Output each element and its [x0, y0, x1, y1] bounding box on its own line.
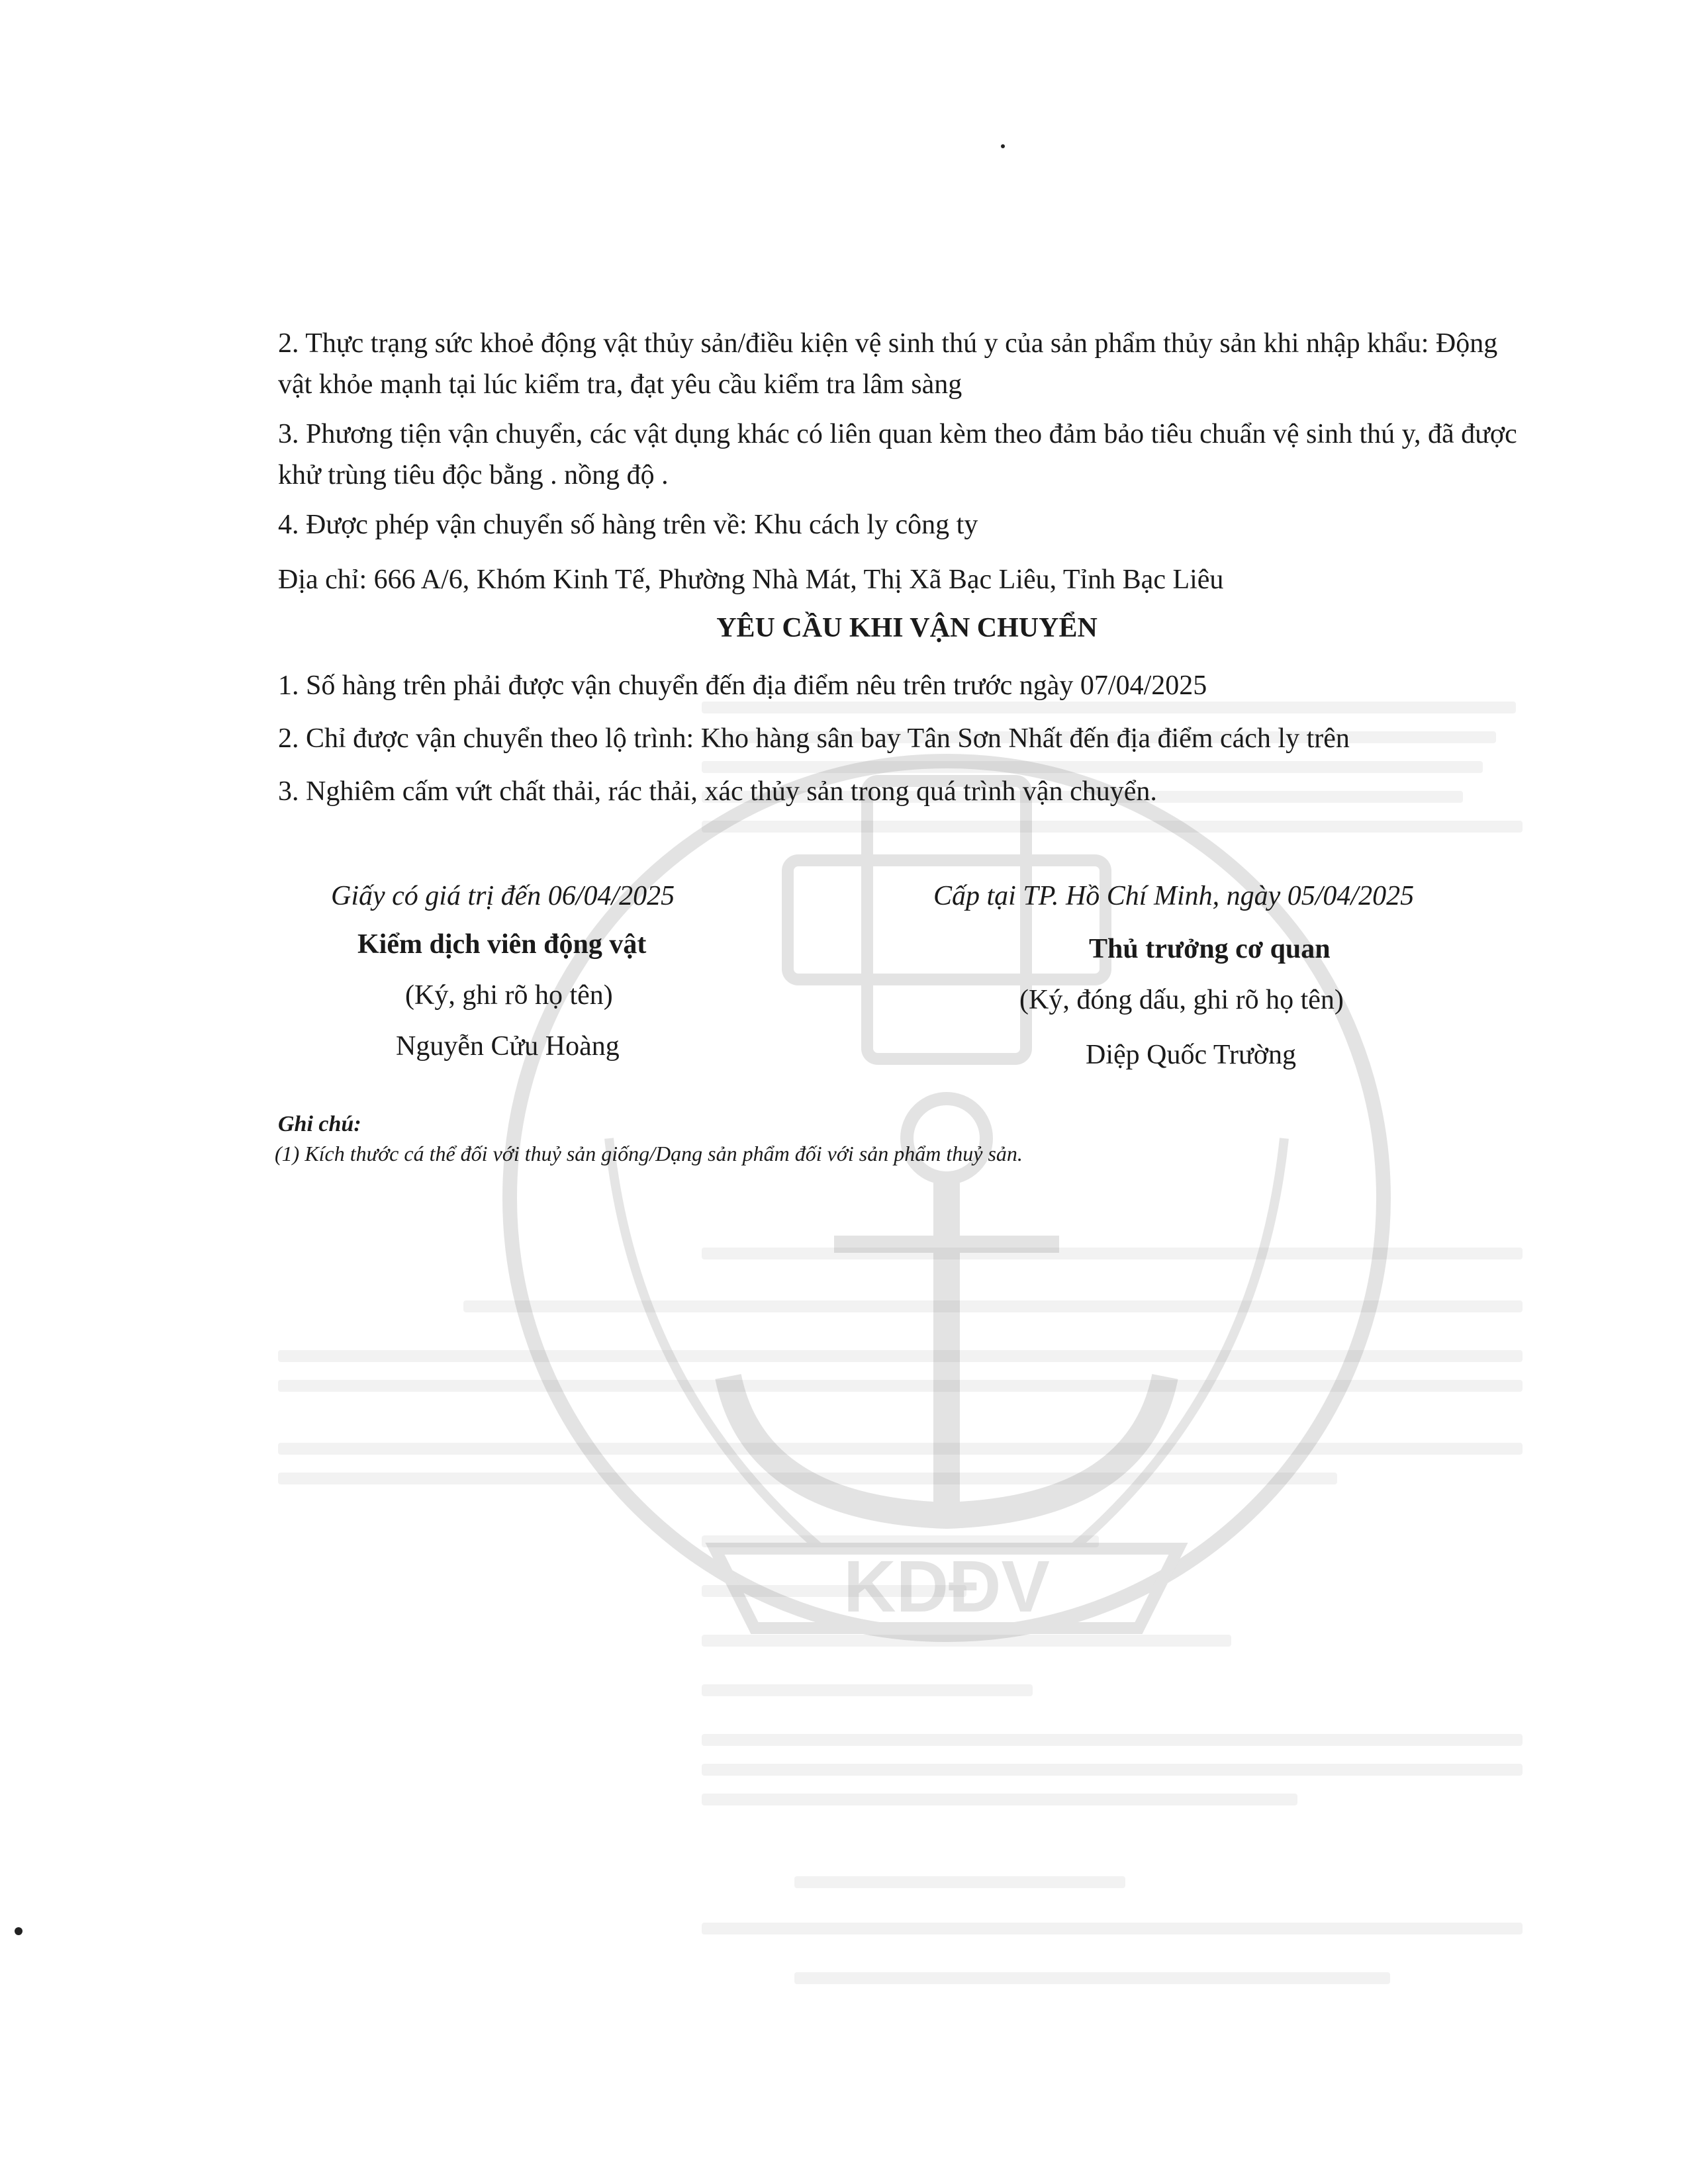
item-transport-disinfection: 3. Phương tiện vận chuyển, các vật dụng khác có liên quan kèm theo đảm bảo tiêu chuẩn vệ sinh thú y, đã được khử trùng tiêu độc bằng . nồng độ .: [278, 419, 1517, 490]
left-signer-name: Nguyễn Cửu Hoàng: [396, 1031, 620, 1062]
right-signer-instruction: (Ký, đóng dấu, ghi rõ họ tên): [1019, 985, 1344, 1015]
requirement-item: 1. Số hàng trên phải được vận chuyển đến địa điểm nêu trên trước ngày 07/04/2025: [278, 670, 1207, 701]
validity-date: Giấy có giá trị đến 06/04/2025: [331, 881, 675, 911]
item-health-status: 2. Thực trạng sức khoẻ động vật thủy sản/điều kiện vệ sinh thú y của sản phẩm thủy sản khi nhập khẩu: Động vật khỏe mạnh tại lúc kiểm tra, đạt yêu cầu kiểm tra lâm sàng: [278, 328, 1498, 400]
requirements-heading: YÊU CẦU KHI VẬN CHUYỂN: [716, 613, 1098, 643]
right-signer-title: Thủ trưởng cơ quan: [1089, 934, 1331, 964]
left-signer-title: Kiểm dịch viên động vật: [357, 929, 647, 960]
emblem-text: KDĐV: [843, 1546, 1050, 1627]
scan-speck: [1001, 144, 1005, 148]
issue-place-date: Cấp tại TP. Hồ Chí Minh, ngày 05/04/2025: [933, 881, 1415, 911]
item-destination: 4. Được phép vận chuyển số hàng trên về: Khu cách ly công ty: [278, 510, 978, 540]
requirement-item: 2. Chỉ được vận chuyển theo lộ trình: Kho hàng sân bay Tân Sơn Nhất đến địa điểm cách ly trên: [278, 723, 1350, 754]
right-signer-name: Diệp Quốc Trường: [1086, 1040, 1296, 1070]
notes-label: Ghi chú:: [278, 1112, 361, 1136]
notes-text: (1) Kích thước cá thể đối với thuỷ sản giống/Dạng sản phẩm đối với sản phẩm thuỷ sản.: [275, 1142, 1023, 1165]
requirement-item: 3. Nghiêm cấm vứt chất thải, rác thải, xác thủy sản trong quá trình vận chuyển.: [278, 776, 1157, 807]
left-signer-instruction: (Ký, ghi rõ họ tên): [405, 980, 613, 1011]
scan-speck: [15, 1927, 23, 1935]
watermark-emblem: [477, 728, 1417, 1668]
destination-address: Địa chỉ: 666 A/6, Khóm Kinh Tế, Phường Nhà Mát, Thị Xã Bạc Liêu, Tỉnh Bạc Liêu: [278, 565, 1224, 595]
